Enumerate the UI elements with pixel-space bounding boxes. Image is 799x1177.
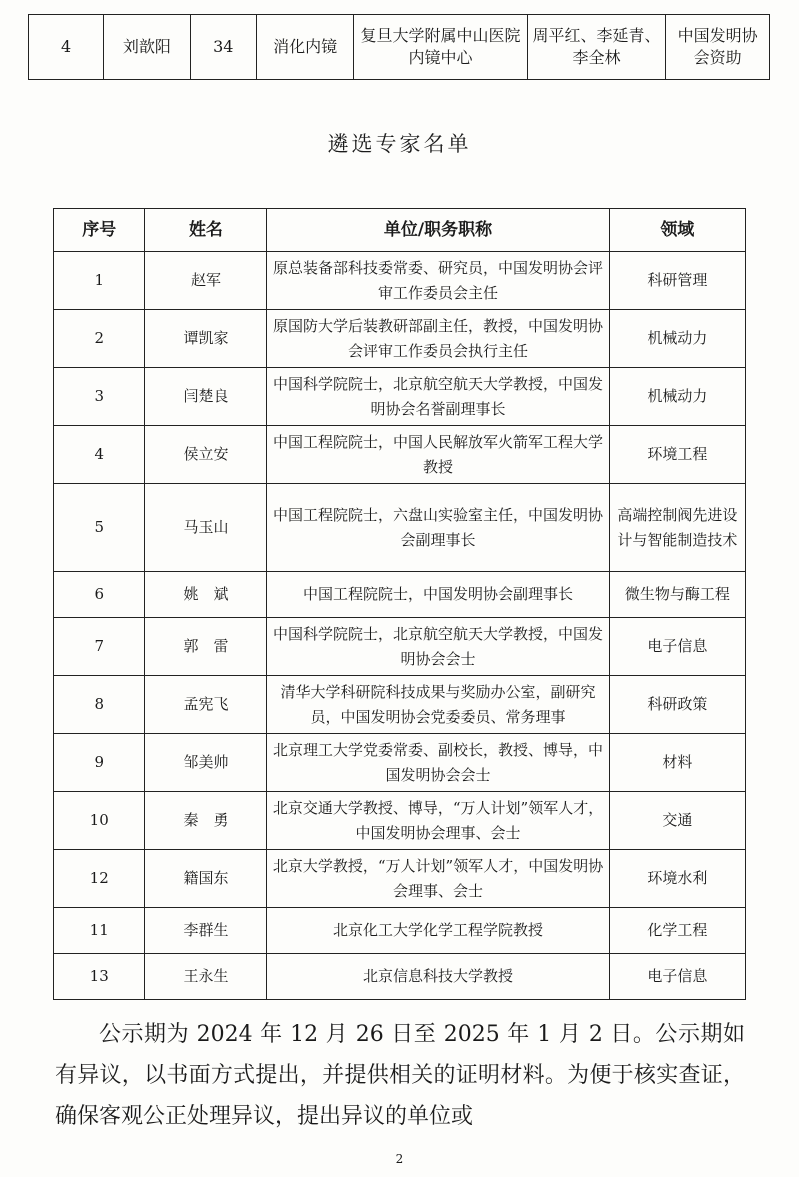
section-title: 遴选专家名单 — [327, 132, 472, 156]
expert-unit: 北京信息科技大学教授 — [267, 954, 609, 1000]
expert-no: 10 — [54, 792, 145, 850]
expert-unit: 北京大学教授，“万人计划”领军人才，中国发明协会理事、会士 — [267, 850, 609, 908]
expert-unit: 北京交通大学教授、博导，“万人计划”领军人才，中国发明协会理事、会士 — [267, 792, 609, 850]
expert-name: 孟宪飞 — [145, 676, 267, 734]
table-row — [54, 676, 746, 734]
table-header-row — [54, 209, 746, 252]
expert-no: 9 — [54, 734, 145, 792]
expert-field: 电子信息 — [609, 618, 745, 676]
institution: 复旦大学附属中山医院内镜中心 — [354, 15, 528, 80]
header-name: 姓名 — [145, 209, 267, 252]
expert-field: 电子信息 — [609, 954, 745, 1000]
expert-name: 谭凯家 — [145, 310, 267, 368]
applicant-name: 刘歆阳 — [104, 15, 190, 80]
project-field: 消化内镜 — [257, 15, 354, 80]
expert-field: 机械动力 — [609, 368, 745, 426]
expert-name: 李群生 — [145, 908, 267, 954]
table-row — [54, 252, 746, 310]
expert-unit: 中国工程院院士，六盘山实验室主任，中国发明协会副理事长 — [267, 484, 609, 572]
expert-field: 科研政策 — [609, 676, 745, 734]
expert-no: 5 — [54, 484, 145, 572]
expert-unit: 北京化工大学化学工程学院教授 — [267, 908, 609, 954]
page-number: 2 — [395, 1152, 404, 1166]
table-row — [54, 908, 746, 954]
row-number: 4 — [29, 15, 104, 80]
table-row — [54, 310, 746, 368]
expert-unit: 中国工程院院士，中国人民解放军火箭军工程大学教授 — [267, 426, 609, 484]
expert-field: 机械动力 — [609, 310, 745, 368]
expert-field: 交通 — [609, 792, 745, 850]
table-row — [29, 15, 770, 80]
expert-name: 赵军 — [145, 252, 267, 310]
expert-unit: 中国科学院院士，北京航空航天大学教授，中国发明协会名誉副理事长 — [267, 368, 609, 426]
expert-name: 闫楚良 — [145, 368, 267, 426]
expert-field: 化学工程 — [609, 908, 745, 954]
expert-list-table — [53, 208, 746, 1000]
expert-no: 12 — [54, 850, 145, 908]
expert-name: 侯立安 — [145, 426, 267, 484]
expert-unit: 原总装备部科技委常委、研究员，中国发明协会评审工作委员会主任 — [267, 252, 609, 310]
expert-name: 郭 雷 — [145, 618, 267, 676]
expert-field: 科研管理 — [609, 252, 745, 310]
expert-field: 环境水利 — [609, 850, 745, 908]
expert-unit: 清华大学科研院科技成果与奖励办公室，副研究员，中国发明协会党委委员、常务理事 — [267, 676, 609, 734]
expert-name: 王永生 — [145, 954, 267, 1000]
notice-text: 公示期为 2024 年 12 月 26 日至 2025 年 1 月 2 日。公示期如有异议，以书面方式提出，并提供相关的证明材料。为便于核实查证，确保客观公正处理异议，提出异议的单位或 — [55, 1022, 745, 1129]
expert-no: 2 — [54, 310, 145, 368]
header-unit: 单位/职务职称 — [267, 209, 609, 252]
table-row — [54, 368, 746, 426]
expert-no: 11 — [54, 908, 145, 954]
table-row — [54, 572, 746, 618]
expert-no: 6 — [54, 572, 145, 618]
expert-no: 13 — [54, 954, 145, 1000]
table-row — [54, 618, 746, 676]
table-row — [54, 792, 746, 850]
expert-field: 微生物与酶工程 — [609, 572, 745, 618]
expert-no: 3 — [54, 368, 145, 426]
expert-name: 马玉山 — [145, 484, 267, 572]
funding-note: 中国发明协会资助 — [666, 15, 770, 80]
expert-no: 4 — [54, 426, 145, 484]
expert-field: 环境工程 — [609, 426, 745, 484]
notice-paragraph — [55, 1014, 745, 1137]
expert-field: 高端控制阀先进设计与智能制造技术 — [609, 484, 745, 572]
expert-name: 籍国东 — [145, 850, 267, 908]
expert-unit: 北京理工大学党委常委、副校长，教授、博导，中国发明协会会士 — [267, 734, 609, 792]
expert-unit: 中国工程院院士，中国发明协会副理事长 — [267, 572, 609, 618]
expert-unit: 中国科学院院士，北京航空航天大学教授，中国发明协会会士 — [267, 618, 609, 676]
table-row — [54, 734, 746, 792]
expert-unit: 原国防大学后装教研部副主任，教授，中国发明协会评审工作委员会执行主任 — [267, 310, 609, 368]
mentors: 周平红、李延青、李全林 — [527, 15, 666, 80]
expert-rows — [54, 252, 746, 1000]
table-row — [54, 850, 746, 908]
table-row — [54, 426, 746, 484]
award-table-tail — [28, 14, 770, 80]
expert-no: 7 — [54, 618, 145, 676]
expert-no: 8 — [54, 676, 145, 734]
expert-name: 秦 勇 — [145, 792, 267, 850]
table-row — [54, 484, 746, 572]
project-count: 34 — [190, 15, 257, 80]
expert-name: 邹美帅 — [145, 734, 267, 792]
expert-name: 姚 斌 — [145, 572, 267, 618]
expert-no: 1 — [54, 252, 145, 310]
table-row — [54, 954, 746, 1000]
header-field: 领域 — [609, 209, 745, 252]
expert-field: 材料 — [609, 734, 745, 792]
header-no: 序号 — [54, 209, 145, 252]
